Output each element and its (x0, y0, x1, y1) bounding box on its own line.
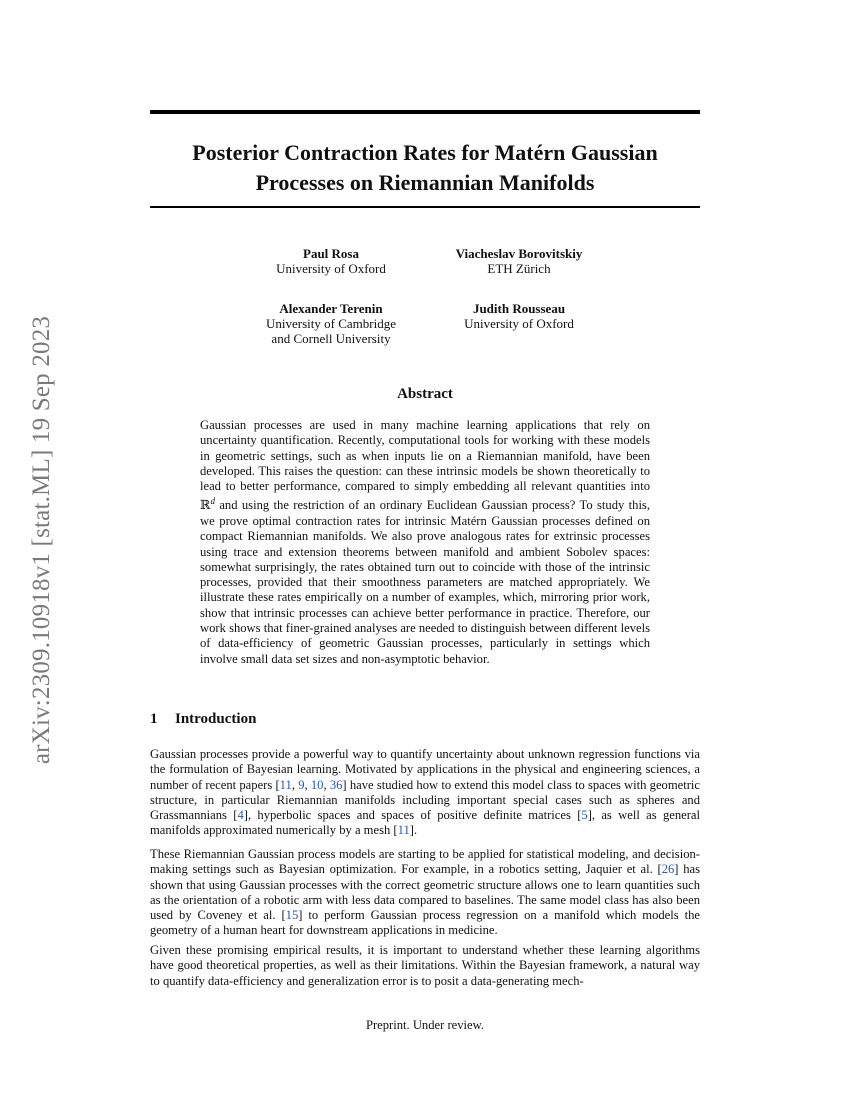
paragraph-text: ]. (409, 823, 418, 838)
paragraph-text: Gaussian processes provide a powerful way to quantify uncertainty about unknown regression functions via the formulation of Bayesian learning. Motivated by applications in the physical and engineering sciences, a number of recent papers [ (150, 747, 700, 792)
citation-link[interactable]: 5 (581, 808, 588, 823)
paragraph-text: ], hyperbolic spaces and spaces of positive definite matrices [ (243, 808, 582, 823)
section-number: 1 (150, 711, 158, 727)
author-affiliation: ETH Zürich (487, 261, 551, 276)
citation-link[interactable]: 9 (298, 777, 305, 792)
author-name: Judith Rousseau (472, 301, 566, 316)
author-affiliation: and Cornell University (271, 331, 391, 346)
author-name: Paul Rosa (303, 246, 359, 261)
paragraph-text: ] to perform Gaussian process regression on a manifold which models the geometry of a human heart for downstream applications in medicine. (150, 908, 700, 938)
real-space-exponent: d (210, 496, 215, 507)
real-space-symbol: ℝ (200, 498, 211, 513)
author-block (221, 246, 441, 276)
abstract-text (200, 418, 650, 667)
body-paragraph (150, 943, 700, 989)
author-block (409, 301, 629, 331)
paper-title (150, 138, 700, 198)
author-block (409, 246, 629, 276)
title-bottom-rule (150, 206, 700, 208)
abstract-text-part-2: and using the restriction of an ordinary Euclidean Gaussian process? To study this, we prove optimal contraction rates for intrinsic Matérn Gaussian processes defined on compact Riemannian manifolds. We also prove analogous rates for extrinsic processes using trace and extension theorems between manifold and ambient Sobolev spaces: somewhat surprisingly, the rates obtained turn out to coincide with those of the intrinsic processes, provided that their smoothness parameters are matched appropriately. We illustrate these rates empirically on a number of examples, which, mirroring prior work, show that intrinsic processes can achieve better performance in practice. Therefore, our work shows that finer-grained analyses are needed to distinguish between different levels of data-efficiency of geometric Gaussian processes, particularly in settings which involve small data set sizes and non-asymptotic behavior. (200, 498, 650, 666)
paragraph-text: , (323, 777, 330, 792)
paragraph-text: ] has shown that using Gaussian processes with the correct geometric structure allows one to learn quantities such as the orientation of a robotic arm with less data compared to baselines. The same model class has also been used by Coveney et al. [ (150, 862, 700, 923)
author-affiliation: University of Oxford (276, 261, 386, 276)
citation-link[interactable]: 15 (285, 908, 299, 923)
citation-link[interactable]: 36 (329, 777, 343, 792)
citation-link[interactable]: 4 (237, 808, 244, 823)
author-affiliation: University of Oxford (464, 316, 574, 331)
paragraph-text: ] have studied how to extend this model class to spaces with geometric structure, in particular Riemannian manifolds including important special cases such as spheres and Grassmannians [ (150, 777, 701, 823)
body-paragraph (150, 847, 700, 939)
section-heading (150, 711, 256, 728)
title-line-2: Processes on Riemannian Manifolds (255, 170, 595, 195)
citation-link[interactable]: 11 (397, 823, 410, 838)
author-affiliation: University of Cambridge (266, 316, 396, 331)
paragraph-text: These Riemannian Gaussian process models are starting to be applied for statistical modeling, and decision-making settings such as Bayesian optimization. For example, in a robotics setting, Jaquier et al. [ (150, 847, 700, 877)
paragraph-text: , (304, 777, 311, 792)
author-name: Alexander Terenin (279, 301, 383, 316)
abstract-text-part-1: Gaussian processes are used in many machine learning applications that rely on uncertainty quantification. Recently, computational tools for working with these models in geometric settings, such as when inputs lie on a Riemannian manifold, have been developed. This raises the question: can these intrinsic models be shown theoretically to lead to better performance, compared to simply embedding all relevant quantities into (200, 418, 650, 494)
paragraph-text: ], as well as general manifolds approximated numerically by a mesh [ (150, 808, 701, 838)
section-title: Introduction (175, 711, 257, 727)
paragraph-text: Given these promising empirical results, it is important to understand whether these learning algorithms have good theoretical properties, as well as their limitations. Within the Bayesian framework, a natural way to quantify data-efficiency and generalization error is to posit a data-generating mech- (150, 943, 700, 988)
page-footer: Preprint. Under review. (365, 1018, 485, 1032)
citation-link[interactable]: 26 (661, 862, 675, 877)
citation-link[interactable]: 10 (310, 777, 324, 792)
title-line-1: Posterior Contraction Rates for Matérn Gaussian (192, 140, 658, 165)
citation-link[interactable]: 11 (279, 777, 292, 792)
paragraph-text: , (291, 777, 299, 792)
body-paragraph (150, 747, 700, 839)
author-name: Viacheslav Borovitskiy (455, 246, 583, 261)
author-block (221, 301, 441, 346)
abstract-heading: Abstract (397, 386, 453, 402)
arxiv-identifier: arXiv:2309.10918v1 [stat.ML] 19 Sep 2023 (28, 315, 55, 765)
title-top-rule (150, 110, 700, 114)
